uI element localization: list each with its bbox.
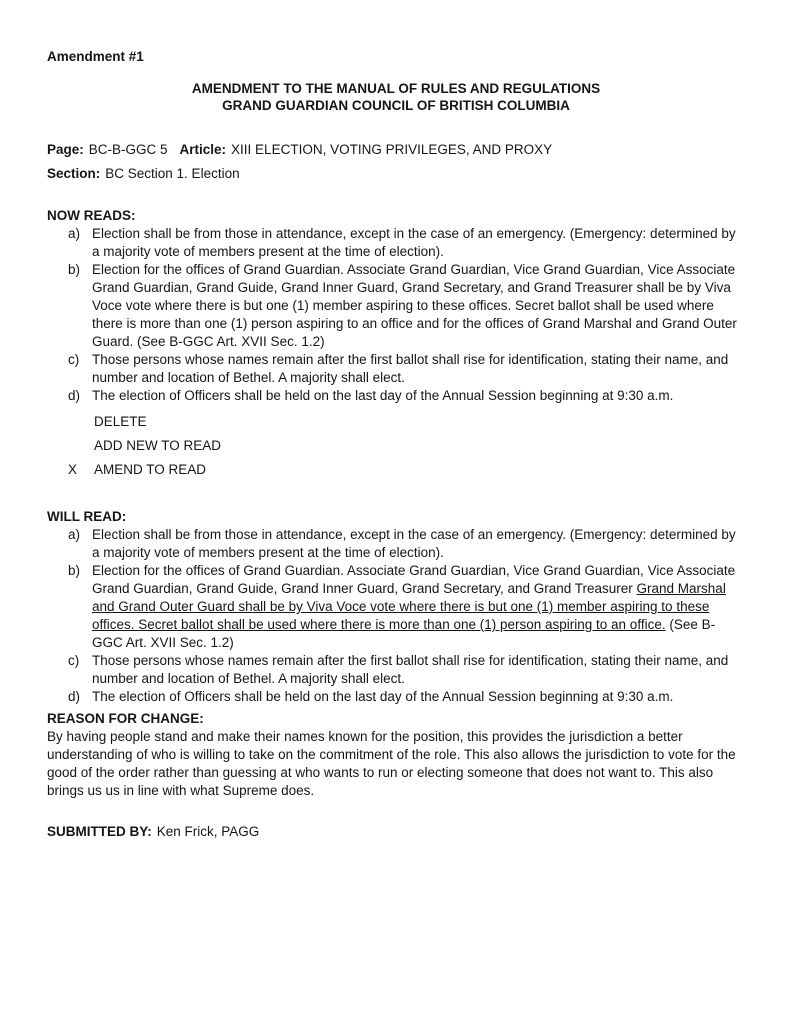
article-label: Article:	[179, 142, 227, 157]
option-delete	[47, 410, 745, 434]
reason-heading: REASON FOR CHANGE:	[47, 711, 204, 726]
item-text: Those persons whose names remain after the first ballot shall rise for identification, stating their name, and number and location of Bethel. A majority shall elect.	[92, 352, 729, 385]
submitted-by-value: Ken Frick, PAGG	[156, 824, 260, 839]
option-add-new-marker	[68, 434, 94, 458]
amendment-number-label: Amendment #1	[47, 49, 144, 64]
title-line-1: AMENDMENT TO THE MANUAL OF RULES AND REGULATIONS	[191, 81, 601, 96]
document-meta	[47, 138, 745, 186]
section-label: Section:	[47, 166, 101, 181]
item-letter: b)	[68, 262, 81, 277]
item-letter: a)	[68, 527, 81, 542]
option-amend	[47, 458, 745, 482]
option-add-new-label: ADD NEW TO READ	[94, 438, 222, 453]
page-value: BC-B-GGC 5	[88, 142, 168, 157]
submitted-by-row	[47, 823, 745, 841]
item-letter: c)	[68, 352, 80, 367]
item-text: Election shall be from those in attendance, except in the case of an emergency. (Emergency: determined by a majority vote of members present at the time of election).	[92, 527, 736, 560]
submitted-by-label: SUBMITTED BY:	[47, 824, 152, 839]
item-text: Those persons whose names remain after the first ballot shall rise for identification, stating their name, and number and location of Bethel. A majority shall elect.	[92, 653, 729, 686]
item-text	[92, 562, 745, 652]
will-read-list	[47, 526, 745, 706]
list-item	[47, 225, 745, 261]
list-item	[47, 387, 745, 405]
page-label: Page:	[47, 142, 84, 157]
option-amend-label: AMEND TO READ	[94, 462, 207, 477]
reason-text: By having people stand and make their names known for the position, this provides the jurisdiction a better understanding of who is willing to take on the commitment of the role. This also allows the jurisdiction to vote for the good of the order rather than guessing at who wants to run or electing someone that does not want to. This also brings us us in line with what Supreme does.	[47, 729, 736, 798]
reason-for-change-section	[47, 710, 745, 800]
item-text: The election of Officers shall be held on the last day of the Annual Session beginning at 9:30 a.m.	[92, 388, 674, 403]
title-line-2: GRAND GUARDIAN COUNCIL OF BRITISH COLUMBIA	[222, 98, 570, 113]
section-value: BC Section 1. Election	[105, 166, 240, 181]
meta-row-section	[47, 162, 745, 186]
option-amend-marker: X	[68, 462, 78, 477]
item-text: Election for the offices of Grand Guardian. Associate Grand Guardian, Vice Grand Guardian, Vice Associate Grand Guardian, Grand Guide, Grand Inner Guard, Grand Secretary, and Grand Treasurer shall be by Viva Voce vote where there is but one (1) member aspiring to these offices. Secret ballot shall be used where there is more than one (1) person aspiring to an office and for the offices of Grand Marshal and Grand Outer Guard. (See B-GGC Art. XVII Sec. 1.2)	[92, 262, 737, 349]
item-text-normal: Election for the offices of Grand Guardian. Associate Grand Guardian, Vice Grand Guardian, Vice Associate Grand Guardian, Grand Guide, Grand Inner Guard, Grand Secretary, and Grand Treasurer	[92, 563, 736, 596]
meta-row-page-article	[47, 138, 745, 162]
now-reads-list	[47, 225, 745, 405]
item-letter: b)	[68, 563, 81, 578]
list-item	[47, 261, 745, 351]
list-item	[47, 526, 745, 562]
list-item	[47, 562, 745, 652]
amended-underlined-text: Grand Marshal and Grand Outer Guard shall be by Viva Voce vote where there is but one (1) member aspiring to these offices. Secret ballot shall be used where there is more than one (1) person aspiring to an office.	[92, 581, 726, 632]
action-options	[47, 410, 745, 482]
will-read-heading: WILL READ:	[47, 509, 127, 524]
item-letter: a)	[68, 226, 81, 241]
now-reads-heading: NOW READS:	[47, 208, 136, 223]
article-value: XIII ELECTION, VOTING PRIVILEGES, AND PROXY	[231, 142, 553, 157]
item-text-reference: (See B-GGC Art. XVII Sec. 1.2)	[92, 617, 716, 650]
will-read-section	[47, 508, 745, 706]
item-letter: d)	[68, 689, 81, 704]
option-delete-label: DELETE	[94, 414, 147, 429]
item-letter: c)	[68, 653, 80, 668]
document-title	[47, 80, 745, 114]
item-letter: d)	[68, 388, 81, 403]
list-item	[47, 351, 745, 387]
now-reads-section	[47, 207, 745, 405]
list-item	[47, 688, 745, 706]
item-text: Election shall be from those in attendance, except in the case of an emergency. (Emergency: determined by a majority vote of members present at the time of election).	[92, 226, 736, 259]
item-text: The election of Officers shall be held on the last day of the Annual Session beginning at 9:30 a.m.	[92, 689, 674, 704]
list-item	[47, 652, 745, 688]
option-add-new	[47, 434, 745, 458]
option-delete-marker	[68, 410, 94, 434]
